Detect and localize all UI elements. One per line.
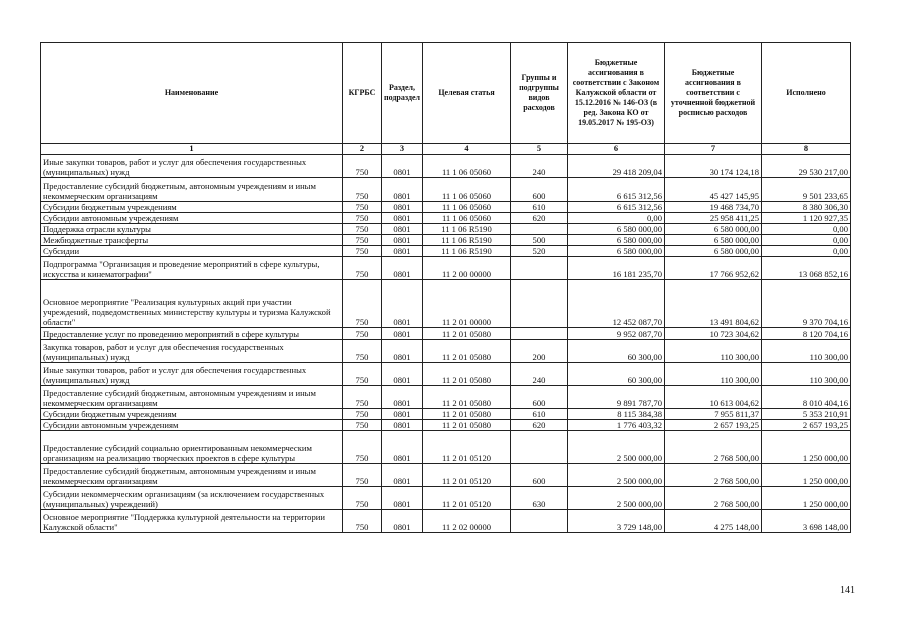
cell-c: 29 530 217,00 <box>762 155 851 178</box>
cell-a: 1 776 403,32 <box>568 420 665 431</box>
header-groups: Группы и подгруппы видов расходов <box>511 43 568 144</box>
table-row <box>41 340 851 363</box>
cell-c: 9 501 233,65 <box>762 178 851 202</box>
cell-kgrbs: 750 <box>343 328 382 340</box>
cell-grp: 620 <box>511 213 568 224</box>
cell-a: 8 115 384,38 <box>568 409 665 420</box>
cell-sec: 0801 <box>382 280 423 328</box>
cell-b: 2 768 500,00 <box>665 464 762 487</box>
cell-sec: 0801 <box>382 257 423 280</box>
cell-a: 12 452 087,70 <box>568 280 665 328</box>
cell-name: Предоставление субсидий бюджетным, автономным учреждениям и иным некоммерческим организациям <box>41 464 343 487</box>
header-row <box>41 43 851 144</box>
cell-c: 110 300,00 <box>762 363 851 386</box>
cell-name: Подпрограмма "Организация и проведение мероприятий в сфере культуры, искусства и кинематографии" <box>41 257 343 280</box>
cell-a: 9 952 087,70 <box>568 328 665 340</box>
cell-sec: 0801 <box>382 510 423 533</box>
header-assign-revised: Бюджетные ассигнования в соответствии с уточненной бюджетной росписью расходов <box>665 43 762 144</box>
table-row <box>41 363 851 386</box>
colnum-6: 6 <box>568 144 665 155</box>
header-article: Целевая статья <box>423 43 511 144</box>
cell-sec: 0801 <box>382 409 423 420</box>
cell-art: 11 2 01 05120 <box>423 464 511 487</box>
table-row <box>41 224 851 235</box>
cell-name: Субсидии некоммерческим организациям (за исключением государственных (муниципальных) учреждений) <box>41 487 343 510</box>
cell-c: 9 370 704,16 <box>762 280 851 328</box>
cell-name: Предоставление услуг по проведению мероприятий в сфере культуры <box>41 328 343 340</box>
cell-art: 11 2 01 05080 <box>423 340 511 363</box>
cell-grp <box>511 224 568 235</box>
table-row <box>41 235 851 246</box>
cell-grp: 620 <box>511 420 568 431</box>
cell-art: 11 2 01 00000 <box>423 280 511 328</box>
cell-art: 11 2 01 05080 <box>423 363 511 386</box>
cell-sec: 0801 <box>382 213 423 224</box>
cell-b: 13 491 804,62 <box>665 280 762 328</box>
cell-name: Основное мероприятие "Поддержка культурной деятельности на территории Калужской области" <box>41 510 343 533</box>
cell-kgrbs: 750 <box>343 235 382 246</box>
cell-b: 2 657 193,25 <box>665 420 762 431</box>
cell-sec: 0801 <box>382 224 423 235</box>
cell-c: 1 120 927,35 <box>762 213 851 224</box>
cell-sec: 0801 <box>382 202 423 213</box>
table-row <box>41 328 851 340</box>
table-row <box>41 257 851 280</box>
table-row <box>41 431 851 464</box>
cell-b: 10 723 304,62 <box>665 328 762 340</box>
cell-a: 29 418 209,04 <box>568 155 665 178</box>
cell-sec: 0801 <box>382 420 423 431</box>
cell-name: Субсидии бюджетным учреждениям <box>41 409 343 420</box>
cell-a: 16 181 235,70 <box>568 257 665 280</box>
cell-art: 11 1 06 05060 <box>423 155 511 178</box>
cell-c: 3 698 148,00 <box>762 510 851 533</box>
cell-sec: 0801 <box>382 178 423 202</box>
table-row <box>41 202 851 213</box>
table-row <box>41 487 851 510</box>
cell-art: 11 2 01 05080 <box>423 328 511 340</box>
header-assign-law: Бюджетные ассигнования в соответствии с Законом Калужской области от 15.12.2016 № 146-ОЗ (в ред. Закона КО от 19.05.2017 № 195-ОЗ) <box>568 43 665 144</box>
cell-c: 0,00 <box>762 224 851 235</box>
header-kgrbs: КГРБС <box>343 43 382 144</box>
table-row <box>41 386 851 409</box>
cell-kgrbs: 750 <box>343 363 382 386</box>
cell-sec: 0801 <box>382 246 423 257</box>
cell-c: 110 300,00 <box>762 340 851 363</box>
table-row <box>41 246 851 257</box>
cell-kgrbs: 750 <box>343 487 382 510</box>
cell-name: Иные закупки товаров, работ и услуг для обеспечения государственных (муниципальных) нужд <box>41 363 343 386</box>
colnum-4: 4 <box>423 144 511 155</box>
cell-kgrbs: 750 <box>343 386 382 409</box>
cell-grp: 610 <box>511 202 568 213</box>
cell-kgrbs: 750 <box>343 246 382 257</box>
cell-name: Межбюджетные трансферты <box>41 235 343 246</box>
cell-art: 11 1 06 R5190 <box>423 246 511 257</box>
cell-grp: 520 <box>511 246 568 257</box>
cell-a: 6 615 312,56 <box>568 202 665 213</box>
cell-name: Поддержка отрасли культуры <box>41 224 343 235</box>
cell-c: 13 068 852,16 <box>762 257 851 280</box>
table-row <box>41 510 851 533</box>
colnum-7: 7 <box>665 144 762 155</box>
cell-kgrbs: 750 <box>343 224 382 235</box>
cell-a: 3 729 148,00 <box>568 510 665 533</box>
cell-sec: 0801 <box>382 487 423 510</box>
colnum-5: 5 <box>511 144 568 155</box>
cell-kgrbs: 750 <box>343 257 382 280</box>
cell-b: 2 768 500,00 <box>665 487 762 510</box>
cell-a: 2 500 000,00 <box>568 487 665 510</box>
cell-name: Субсидии автономным учреждениям <box>41 420 343 431</box>
cell-grp <box>511 280 568 328</box>
cell-b: 10 613 004,62 <box>665 386 762 409</box>
cell-a: 6 580 000,00 <box>568 224 665 235</box>
cell-grp: 500 <box>511 235 568 246</box>
cell-name: Субсидии бюджетным учреждениям <box>41 202 343 213</box>
cell-c: 8 120 704,16 <box>762 328 851 340</box>
cell-grp <box>511 328 568 340</box>
cell-c: 8 380 306,30 <box>762 202 851 213</box>
cell-grp: 630 <box>511 487 568 510</box>
cell-kgrbs: 750 <box>343 213 382 224</box>
cell-art: 11 1 06 R5190 <box>423 235 511 246</box>
cell-b: 19 468 734,70 <box>665 202 762 213</box>
cell-kgrbs: 750 <box>343 340 382 363</box>
cell-name: Субсидии автономным учреждениям <box>41 213 343 224</box>
cell-a: 2 500 000,00 <box>568 464 665 487</box>
cell-b: 30 174 124,18 <box>665 155 762 178</box>
cell-a: 0,00 <box>568 213 665 224</box>
cell-b: 6 580 000,00 <box>665 224 762 235</box>
cell-art: 11 2 00 00000 <box>423 257 511 280</box>
colnum-2: 2 <box>343 144 382 155</box>
table-row <box>41 155 851 178</box>
cell-sec: 0801 <box>382 340 423 363</box>
cell-grp: 600 <box>511 178 568 202</box>
cell-grp: 610 <box>511 409 568 420</box>
budget-table <box>40 42 851 533</box>
cell-b: 6 580 000,00 <box>665 235 762 246</box>
cell-a: 60 300,00 <box>568 340 665 363</box>
cell-grp <box>511 510 568 533</box>
cell-art: 11 2 01 05120 <box>423 431 511 464</box>
cell-name: Предоставление субсидий бюджетным, автономным учреждениям и иным некоммерческим организациям <box>41 386 343 409</box>
cell-c: 0,00 <box>762 246 851 257</box>
cell-kgrbs: 750 <box>343 420 382 431</box>
cell-c: 2 657 193,25 <box>762 420 851 431</box>
cell-b: 4 275 148,00 <box>665 510 762 533</box>
cell-kgrbs: 750 <box>343 155 382 178</box>
cell-sec: 0801 <box>382 328 423 340</box>
header-section: Раздел, подраздел <box>382 43 423 144</box>
cell-c: 1 250 000,00 <box>762 431 851 464</box>
cell-art: 11 1 06 05060 <box>423 178 511 202</box>
table-row <box>41 213 851 224</box>
cell-c: 0,00 <box>762 235 851 246</box>
page-number: 141 <box>840 585 855 596</box>
cell-grp: 240 <box>511 155 568 178</box>
cell-b: 7 955 811,37 <box>665 409 762 420</box>
cell-art: 11 1 06 R5190 <box>423 224 511 235</box>
table-row <box>41 178 851 202</box>
cell-a: 6 615 312,56 <box>568 178 665 202</box>
cell-c: 1 250 000,00 <box>762 464 851 487</box>
cell-c: 5 353 210,91 <box>762 409 851 420</box>
cell-b: 110 300,00 <box>665 340 762 363</box>
colnum-8: 8 <box>762 144 851 155</box>
cell-kgrbs: 750 <box>343 409 382 420</box>
cell-kgrbs: 750 <box>343 464 382 487</box>
colnum-1: 1 <box>41 144 343 155</box>
cell-grp: 240 <box>511 363 568 386</box>
cell-name: Предоставление субсидий социально ориентированным некоммерческим организациям на реализацию творческих проектов в сфере культуры <box>41 431 343 464</box>
cell-art: 11 2 01 05080 <box>423 409 511 420</box>
cell-grp <box>511 257 568 280</box>
cell-art: 11 1 06 05060 <box>423 213 511 224</box>
cell-b: 25 958 411,25 <box>665 213 762 224</box>
cell-art: 11 2 01 05080 <box>423 386 511 409</box>
cell-b: 6 580 000,00 <box>665 246 762 257</box>
cell-kgrbs: 750 <box>343 510 382 533</box>
cell-c: 1 250 000,00 <box>762 487 851 510</box>
cell-name: Основное мероприятие "Реализация культурных акций при участии учреждений, подведомственных министерству культуры и туризма Калужской области" <box>41 280 343 328</box>
cell-name: Субсидии <box>41 246 343 257</box>
cell-b: 45 427 145,95 <box>665 178 762 202</box>
cell-sec: 0801 <box>382 235 423 246</box>
cell-kgrbs: 750 <box>343 178 382 202</box>
cell-a: 6 580 000,00 <box>568 246 665 257</box>
column-number-row <box>41 144 851 155</box>
cell-grp: 600 <box>511 386 568 409</box>
cell-name: Предоставление субсидий бюджетным, автономным учреждениям и иным некоммерческим организациям <box>41 178 343 202</box>
cell-sec: 0801 <box>382 363 423 386</box>
table-row <box>41 464 851 487</box>
cell-name: Иные закупки товаров, работ и услуг для обеспечения государственных (муниципальных) нужд <box>41 155 343 178</box>
cell-a: 9 891 787,70 <box>568 386 665 409</box>
table-body <box>41 155 851 533</box>
cell-a: 60 300,00 <box>568 363 665 386</box>
cell-b: 110 300,00 <box>665 363 762 386</box>
cell-b: 17 766 952,62 <box>665 257 762 280</box>
cell-sec: 0801 <box>382 386 423 409</box>
cell-kgrbs: 750 <box>343 280 382 328</box>
table-row <box>41 280 851 328</box>
cell-art: 11 2 02 00000 <box>423 510 511 533</box>
cell-grp: 200 <box>511 340 568 363</box>
cell-sec: 0801 <box>382 431 423 464</box>
cell-art: 11 1 06 05060 <box>423 202 511 213</box>
cell-a: 2 500 000,00 <box>568 431 665 464</box>
cell-c: 8 010 404,16 <box>762 386 851 409</box>
table-row <box>41 409 851 420</box>
colnum-3: 3 <box>382 144 423 155</box>
cell-sec: 0801 <box>382 155 423 178</box>
cell-art: 11 2 01 05120 <box>423 487 511 510</box>
cell-name: Закупка товаров, работ и услуг для обеспечения государственных (муниципальных) нужд <box>41 340 343 363</box>
cell-kgrbs: 750 <box>343 431 382 464</box>
header-executed: Исполнено <box>762 43 851 144</box>
cell-grp <box>511 431 568 464</box>
cell-sec: 0801 <box>382 464 423 487</box>
table-row <box>41 420 851 431</box>
cell-grp: 600 <box>511 464 568 487</box>
cell-b: 2 768 500,00 <box>665 431 762 464</box>
cell-art: 11 2 01 05080 <box>423 420 511 431</box>
cell-a: 6 580 000,00 <box>568 235 665 246</box>
cell-kgrbs: 750 <box>343 202 382 213</box>
header-name: Наименование <box>41 43 343 144</box>
